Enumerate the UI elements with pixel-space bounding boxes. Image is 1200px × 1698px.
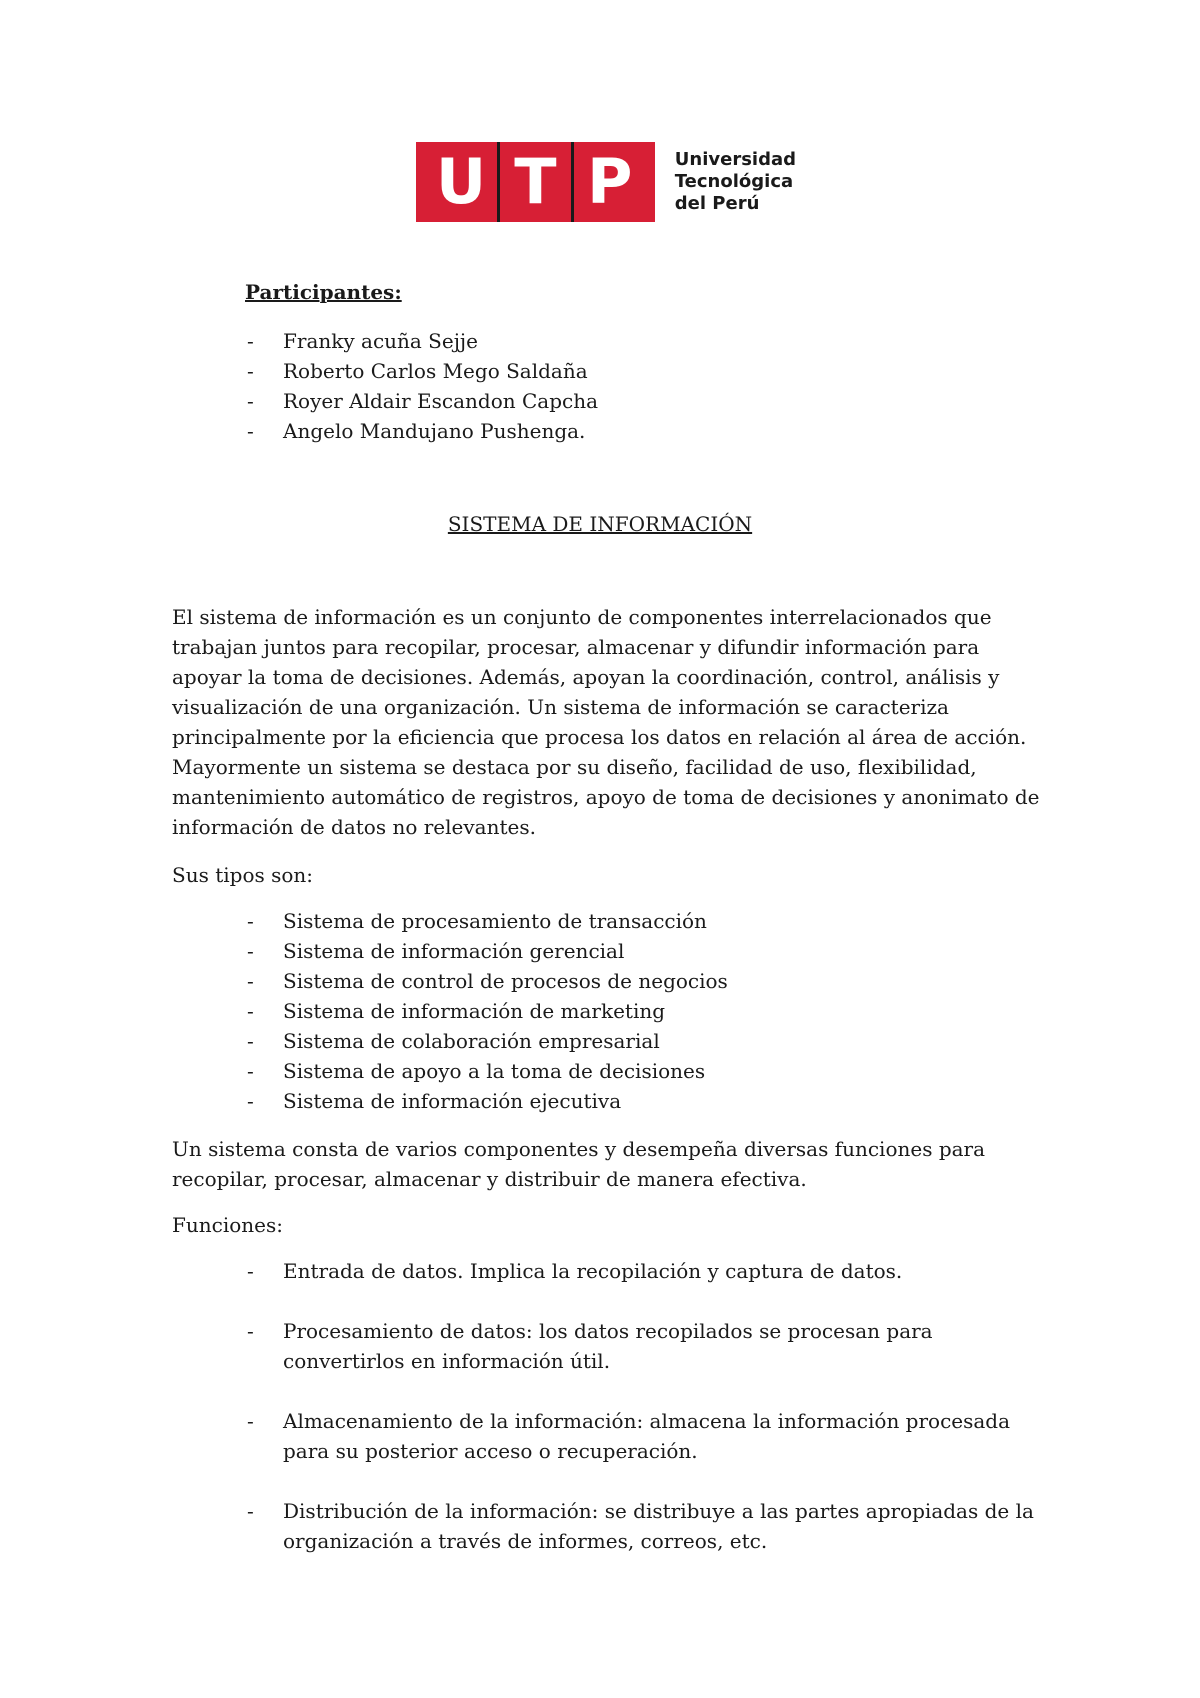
types-intro: Sus tipos son: [172,863,314,887]
dash-bullet: - [247,1059,254,1083]
participants-heading: Participantes: [245,280,402,304]
list-item [247,1316,1047,1376]
participant-name: Angelo Mandujano Pushenga. [283,419,586,443]
list-item [247,906,728,936]
type-item: Sistema de información de marketing [283,999,666,1023]
logo-letter-u: U [435,145,487,218]
type-item: Sistema de colaboración empresarial [283,1029,660,1053]
logo-letter-p: P [587,145,633,218]
list-item [247,966,728,996]
dash-bullet: - [247,329,254,353]
dash-bullet: - [247,419,254,443]
components-paragraph: Un sistema consta de varios componentes y desempeña diversas funciones para recopilar, procesar, almacenar y distribuir de manera efectiva. [172,1137,986,1191]
dash-bullet: - [247,1029,254,1053]
list-item [247,996,728,1026]
dash-bullet: - [247,1259,254,1283]
logo-line-2: Tecnológica [674,171,794,192]
dash-bullet: - [247,969,254,993]
utp-logo [416,142,796,222]
list-item [247,1256,1047,1286]
list-item [247,356,598,386]
list-item [247,1406,1047,1466]
dash-bullet: - [247,1089,254,1113]
logo-line-3: del Perú [674,193,760,214]
type-item: Sistema de procesamiento de transacción [283,909,707,933]
list-item [247,1496,1047,1556]
logo-line-1: Universidad [674,149,796,170]
participant-name: Royer Aldair Escandon Capcha [283,389,599,413]
function-item: Entrada de datos. Implica la recopilación y captura de datos. [283,1259,903,1283]
dash-bullet: - [247,1409,254,1433]
list-item [247,1026,728,1056]
function-item: Distribución de la información: se distribuye a las partes apropiadas de la organización a través de informes, correos, etc. [283,1499,1034,1553]
list-item [247,386,598,416]
functions-intro: Funciones: [172,1213,283,1237]
logo-separator [571,142,574,222]
functions-list [247,1256,1047,1586]
function-item: Procesamiento de datos: los datos recopilados se procesan para convertirlos en información útil. [283,1319,933,1373]
list-item [247,326,598,356]
function-item: Almacenamiento de la información: almacena la información procesada para su posterior acceso o recuperación. [283,1409,1011,1463]
participant-name: Roberto Carlos Mego Saldaña [283,359,588,383]
dash-bullet: - [247,359,254,383]
list-item [247,936,728,966]
participants-list [247,326,598,446]
logo-separator [497,142,500,222]
dash-bullet: - [247,1319,254,1343]
page-title: SISTEMA DE INFORMACIÓN [447,512,753,536]
logo-red-block [416,142,655,222]
type-item: Sistema de control de procesos de negocios [283,969,728,993]
dash-bullet: - [247,1499,254,1523]
logo-letter-t: T [514,145,557,218]
participant-name: Franky acuña Sejje [283,329,478,353]
list-item [247,1056,728,1086]
logo-wordmark [675,149,796,215]
intro-paragraph: El sistema de información es un conjunto de componentes interrelacionados que trabajan juntos para recopilar, procesar, almacenar y difundir información para apoyar la toma de decisiones. Además, apoyan la coordinación, control, análisis y visualización de una organización. Un sistema de información se caracteriza principalmente por la eficiencia que procesa los datos en relación al área de acción. Mayormente un sistema se destaca por su diseño, facilidad de uso, flexibilidad, mantenimiento automático de registros, apoyo de toma de decisiones y anonimato de información de datos no relevantes. [172,605,1040,839]
list-item [247,416,598,446]
type-item: Sistema de apoyo a la toma de decisiones [283,1059,706,1083]
dash-bullet: - [247,909,254,933]
type-item: Sistema de información gerencial [283,939,625,963]
dash-bullet: - [247,389,254,413]
type-item: Sistema de información ejecutiva [283,1089,622,1113]
list-item [247,1086,728,1116]
dash-bullet: - [247,999,254,1023]
types-list [247,906,728,1116]
dash-bullet: - [247,939,254,963]
